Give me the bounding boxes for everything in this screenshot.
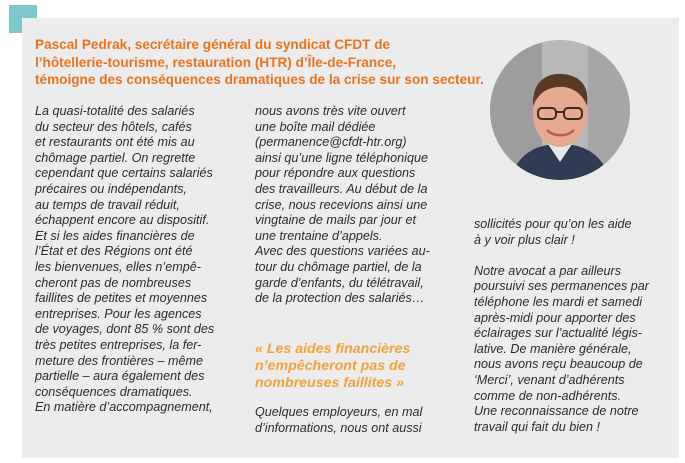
intro-line: l’hôtellerie-tourisme, restauration (HTR) d’Île-de-France,: [35, 54, 397, 70]
text-line: poursuivi ses permanences par: [474, 279, 650, 294]
text-line: nous avons très vite ouvert: [255, 104, 406, 118]
text-line: téléphone les mardi et samedi: [474, 294, 643, 309]
text-line: cheront pas de nombreuses: [35, 275, 192, 290]
text-line: d’informations, nous ont aussi: [255, 420, 422, 435]
text-line: entreprises. Pour les agences: [35, 306, 202, 321]
text-line: éclairages sur l’actualité légis-: [474, 326, 642, 341]
text-line: l’État et des Régions ont été: [35, 244, 193, 259]
text-line: tour du chômage partiel, de la: [255, 259, 422, 274]
text-line: après-midi pour apporter des: [474, 310, 636, 325]
paragraph-gap: [474, 248, 649, 264]
text-line: Avec des questions variées au-: [255, 244, 430, 259]
text-line: Une reconnaissance de notre: [474, 404, 639, 419]
text-line: La quasi-totalité des salariés: [35, 104, 195, 118]
text-line: de voyages, dont 85 % sont des: [35, 322, 215, 337]
text-line: échappent encore au dispositif.: [35, 213, 210, 228]
text-line: partielle – aura également des: [35, 369, 205, 384]
portrait-photo: [490, 40, 630, 180]
text-line: vingtaine de mails par jour et: [255, 213, 417, 228]
text-line: garde d’enfants, du télétravail,: [255, 275, 424, 290]
intro-line: Pascal Pedrak, secrétaire général du syndicat CFDT de: [35, 37, 391, 52]
text-line: les bienvenues, elles n’empê-: [35, 259, 201, 274]
text-line: comme de non-adhérents.: [474, 388, 622, 403]
text-line: chômage partiel. On regrette: [35, 150, 196, 165]
quote-line: « Les aides financières: [255, 341, 411, 357]
text-line: une boîte mail dédiée: [255, 119, 376, 134]
text-line: En matière d’accompagnement,: [35, 400, 213, 415]
column-2-continued: [255, 405, 422, 436]
text-line: conséquences dramatiques.: [35, 384, 193, 399]
text-line: Et si les aides financières de: [35, 228, 195, 243]
text-line: des travailleurs. Au début de la: [255, 181, 428, 196]
quote-line: n’empêcheront pas de: [255, 358, 406, 374]
text-line: au temps de travail réduit,: [35, 197, 180, 212]
text-line: Quelques employeurs, en mal: [255, 405, 423, 419]
portrait-illustration: [490, 40, 630, 180]
text-line: précaires ou indépendants,: [35, 181, 187, 196]
quote-line: nombreuses faillites »: [255, 375, 405, 391]
pull-quote: [255, 341, 410, 392]
column-2: [255, 104, 430, 307]
text-line: Notre avocat a par ailleurs: [474, 263, 621, 278]
text-line: une trentaine d’appels.: [255, 228, 383, 243]
text-line: très petites entreprises, la fer-: [35, 337, 202, 352]
text-line: du secteur des hôtels, cafés: [35, 119, 192, 134]
text-line: crise, nous recevions ainsi une: [255, 197, 428, 212]
text-line: de la protection des salariés…: [255, 291, 425, 306]
text-line: à y voir plus clair !: [474, 232, 575, 247]
intro-line: témoigne des conséquences dramatiques de la crise sur son secteur.: [35, 72, 484, 87]
text-line: meture des frontières – même: [35, 353, 203, 368]
text-line: ‘Merci’, venant d’adhérents: [474, 372, 625, 387]
text-line: nous avons reçu beaucoup de: [474, 357, 643, 372]
text-line: et restaurants ont été mis au: [35, 135, 195, 150]
text-line: pour répondre aux questions: [255, 166, 416, 181]
text-line: travail qui fait du bien !: [474, 419, 601, 434]
text-line: faillites de petites et moyennes: [35, 291, 208, 306]
text-line: ainsi qu’une ligne téléphonique: [255, 150, 428, 165]
text-line: lative. De manière générale,: [474, 341, 632, 356]
text-line: sollicités pour qu’on les aide: [474, 217, 632, 231]
intro-heading: [35, 36, 484, 89]
column-1: [35, 104, 214, 416]
column-3: [474, 217, 649, 435]
text-line: cependant que certains salariés: [35, 166, 213, 181]
email-address-line: (permanence@cfdt-htr.org): [255, 135, 407, 150]
